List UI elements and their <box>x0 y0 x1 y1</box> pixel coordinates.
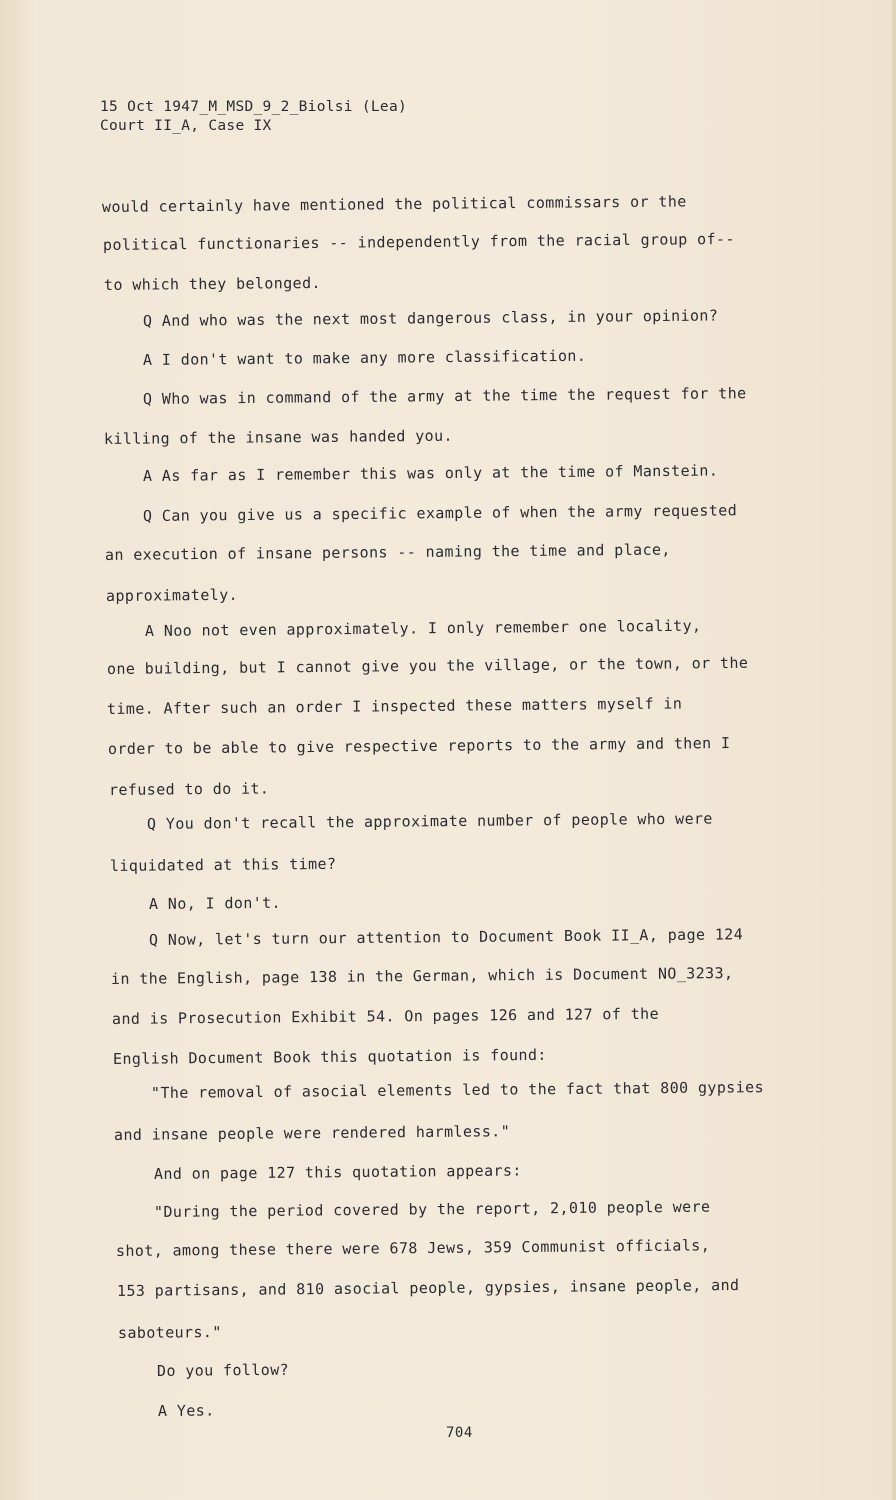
body-line-26: And on page 127 this quotation appears: <box>153 1161 522 1183</box>
body-line-24: "The removal of asocial elements led to the fact that 800 gypsies <box>150 1078 765 1102</box>
header-date-line: 15 Oct 1947_M_MSD_9_2_Biolsi (Lea) <box>100 99 408 115</box>
body-line-8: A As far as I remember this was only at the time of Manstein. <box>142 461 719 485</box>
body-line-21: in the English, page 138 in the German, which is Document NO_3233, <box>110 964 734 988</box>
body-line-6: Q Who was in command of the army at the time the request for the <box>142 384 747 408</box>
body-line-10: an execution of insane persons -- naming the time and place, <box>104 540 671 564</box>
body-line-2: political functionaries -- independently from the racial group of-- <box>102 229 735 254</box>
body-line-5: A I don't want to make any more classification. <box>142 346 587 369</box>
body-line-18: liquidated at this time? <box>109 854 337 875</box>
body-line-3: to which they belonged. <box>103 273 321 294</box>
body-line-19: A No, I don't. <box>148 893 282 913</box>
body-line-29: 153 partisans, and 810 asocial people, gypsies, insane people, and <box>116 1276 740 1300</box>
body-line-16: refused to do it. <box>108 779 270 799</box>
header-court-line: Court II_A, Case IX <box>100 118 272 134</box>
body-line-1: would certainly have mentioned the political commissars or the <box>101 192 687 216</box>
body-line-25: and insane people were rendered harmless." <box>113 1122 511 1144</box>
body-line-22: and is Prosecution Exhibit 54. On pages 126 and 127 of the <box>111 1004 660 1028</box>
body-line-27: "During the period covered by the report, 2,010 people were <box>153 1197 711 1221</box>
body-line-7: killing of the insane was handed you. <box>103 426 454 448</box>
body-line-13: one building, but I cannot give you the village, or the town, or the <box>106 653 749 678</box>
body-line-31: Do you follow? <box>156 1360 290 1380</box>
page-number: 704 <box>446 1425 473 1441</box>
body-line-15: order to be able to give respective reports to the army and then I <box>107 734 731 758</box>
body-line-20: Q Now, let's turn our attention to Document Book II_A, page 124 <box>148 925 744 949</box>
body-line-14: time. After such an order I inspected these matters myself in <box>106 694 683 718</box>
body-line-23: English Document Book this quotation is found: <box>112 1045 547 1068</box>
body-line-32: A Yes. <box>157 1401 215 1420</box>
body-line-4: Q And who was the next most dangerous class, in your opinion? <box>142 306 719 330</box>
body-line-28: shot, among these there were 678 Jews, 359 Communist officials, <box>115 1236 711 1260</box>
body-line-30: saboteurs." <box>117 1323 222 1342</box>
body-line-17: Q You don't recall the approximate number of people who were <box>146 809 713 833</box>
body-line-11: approximately. <box>105 585 239 605</box>
transcript-header <box>100 98 407 136</box>
body-line-12: A Noo not even approximately. I only remember one locality, <box>144 616 702 640</box>
body-line-9: Q Can you give us a specific example of when the army requested <box>142 501 738 525</box>
